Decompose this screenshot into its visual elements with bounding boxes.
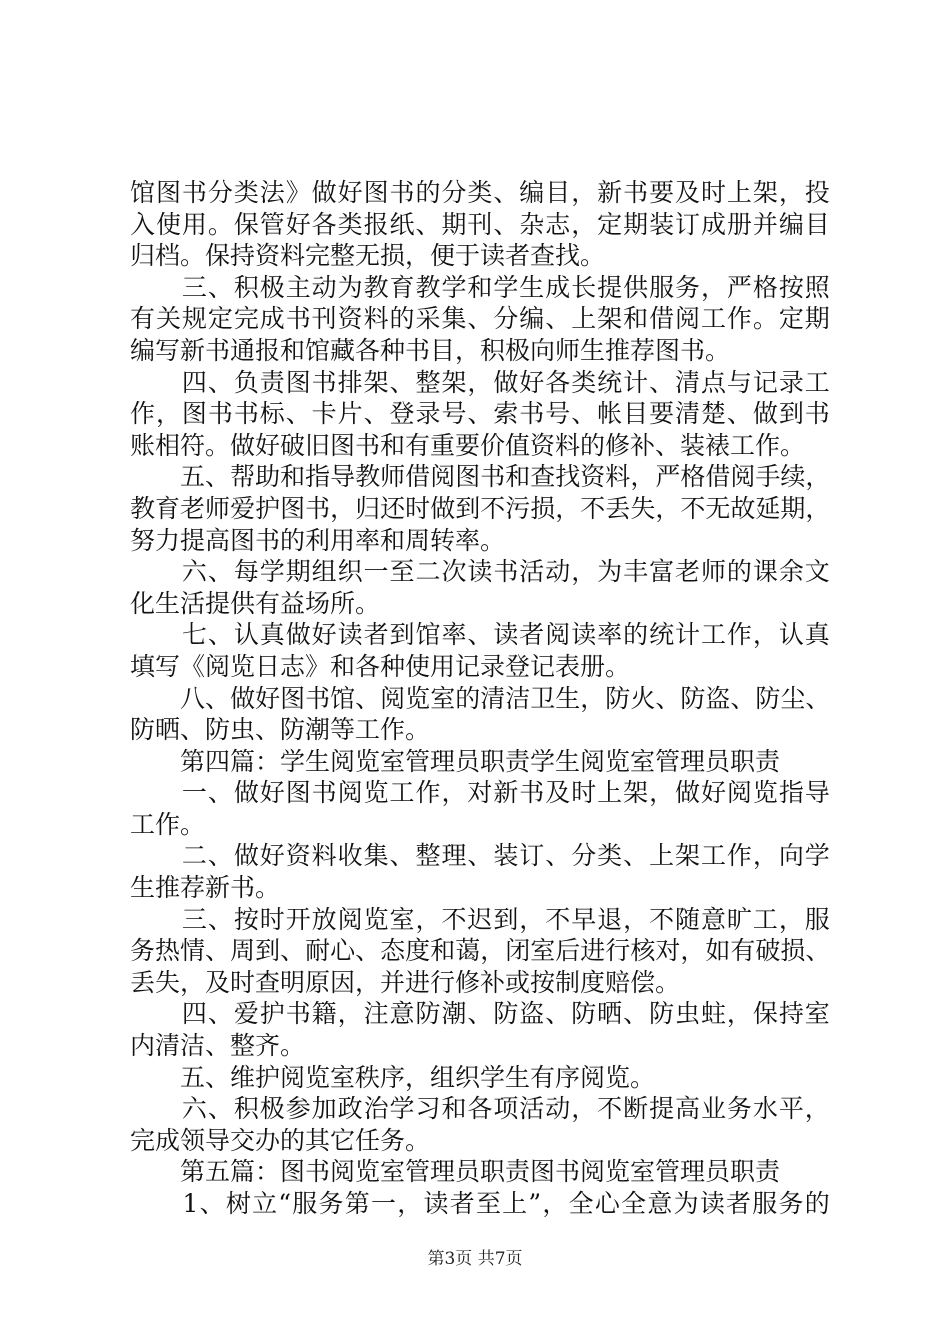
text-line: 五、维护阅览室秩序，组织学生有序阅览。 [130,1062,656,1092]
text-line: 1 、 树 立 “ 服 务 第 一 ， 读 者 至 上 ” ， 全 心 全 意 为 读 者 服 务 的 [182,1189,830,1218]
text-line: 归档。保持资料完整无损，便于读者查找。 [130,241,606,271]
text-line: 有 关 规 定 完 成 书 刊 资 料 的 采 集 、 分 编 、 上 架 和 借 阅 工 作 。 定 期 [130,304,830,334]
text-line: 二 、 做 好 资 料 收 集 、 整 理 、 装 订 、 分 类 、 上 架 工 作 ， 向 学 [181,841,830,871]
text-line: 四 、 负 责 图 书 排 架 、 整 架 ， 做 好 各 类 统 计 、 清 点 与 记 录 工 [181,367,830,397]
text-line: 生推荐新书。 [130,873,281,903]
text-line: 三 、 按 时 开 放 阅 览 室 ， 不 迟 到 ， 不 早 退 ， 不 随 意 旷 工 ， 服 [181,904,830,934]
text-line: 防晒、防虫、防潮等工作。 [130,715,431,745]
text-line: 入 使 用 。 保 管 好 各 类 报 纸 、 期 刊 、 杂 志 ， 定 期 装 订 成 册 并 编 目 [130,209,830,239]
text-line: 一 、 做 好 图 书 阅 览 工 作 ， 对 新 书 及 时 上 架 ， 做 好 阅 览 指 导 [181,778,830,808]
text-line: 完成领导交办的其它任务。 [130,1125,431,1155]
text-line: 六 、 积 极 参 加 政 治 学 习 和 各 项 活 动 ， 不 断 提 高 业 务 水 平 ， [181,1094,830,1124]
text-line: 丢失，及时查明原因，并进行修补或按制度赔偿。 [130,967,681,997]
text-line: 填写《阅览日志》和各种使用记录登记表册。 [130,651,631,681]
text-line: 努力提高图书的利用率和周转率。 [130,525,506,555]
text-line: 务 热 情 、 周 到 、 耐 心 、 态 度 和 蔼 ， 闭 室 后 进 行 核 对 ， 如 有 破 损 、 [130,936,831,966]
text-line: 馆 图 书 分 类 法 》 做 好 图 书 的 分 类 、 编 目 ， 新 书 要 及 时 上 架 ， 投 [130,178,830,207]
text-line: 六 、 每 学 期 组 织 一 至 二 次 读 书 活 动 ， 为 丰 富 老 师 的 课 余 文 [181,557,830,587]
text-line: 三 、 积 极 主 动 为 教 育 教 学 和 学 生 成 长 提 供 服 务 ， 严 格 按 照 [181,272,830,302]
text-line: 教 育 老 师 爱 护 图 书 ， 归 还 时 做 到 不 污 损 ， 不 丢 失 ， 不 无 故 延 期 ， [130,493,831,523]
page-footer: 第3页 共7页 [427,1249,523,1269]
document-body [130,177,830,1220]
text-line: 内清洁、整齐。 [130,1031,306,1061]
text-line: 七 、 认 真 做 好 读 者 到 馆 率 、 读 者 阅 读 率 的 统 计 工 作 ， 认 真 [181,620,830,650]
text-line: 第五篇：图书阅览室管理员职责图书阅览室管理员职责 [130,1157,781,1187]
text-line: 工作。 [130,809,206,839]
text-line: 八 、 做 好 图 书 馆 、 阅 览 室 的 清 洁 卫 生 ， 防 火 、 防 盗 、 防 尘 、 [180,683,831,713]
text-line: 五 、 帮 助 和 指 导 教 师 借 阅 图 书 和 查 找 资 料 ， 严 格 借 阅 手 续 ， [180,462,831,492]
text-line: 编写新书通报和馆藏各种书目，积极向师生推荐图书。 [130,335,731,365]
text-line: 四 、 爱 护 书 籍 ， 注 意 防 潮 、 防 盗 、 防 晒 、 防 虫 蛀 ， 保 持 室 [181,999,830,1029]
text-line: 作 ， 图 书 书 标 、 卡 片 、 登 录 号 、 索 书 号 、 帐 目 要 清 楚 、 做 到 书 [130,399,830,429]
text-line: 账相符。做好破旧图书和有重要价值资料的修补、装裱工作。 [130,430,806,460]
text-line: 化生活提供有益场所。 [130,588,381,618]
text-line: 第四篇：学生阅览室管理员职责学生阅览室管理员职责 [130,746,781,776]
